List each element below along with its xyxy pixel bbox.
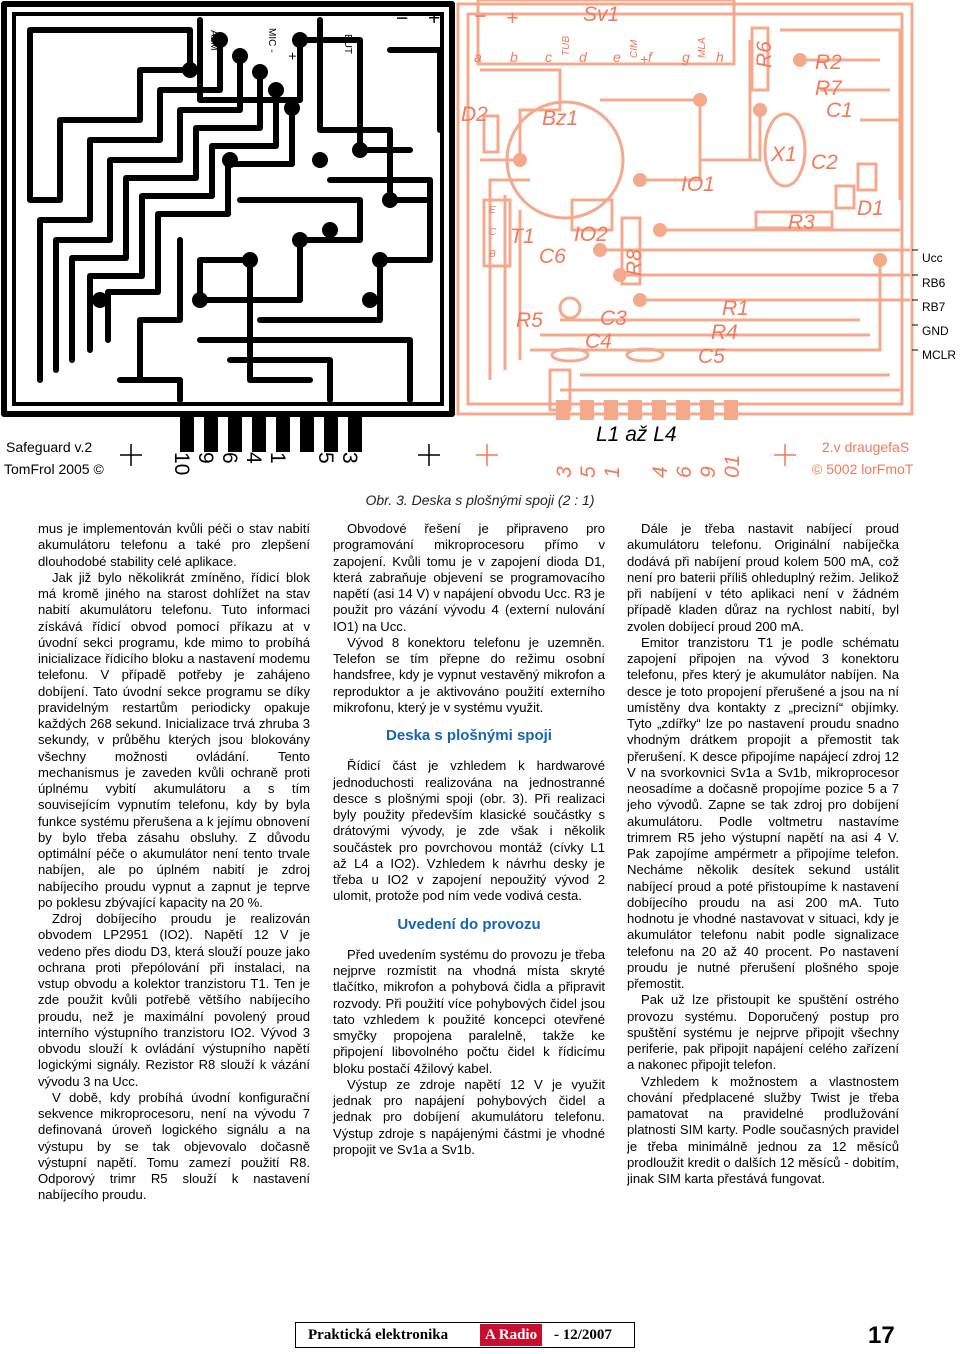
right-credit-line2: © 5002 lorFmoT <box>812 461 914 477</box>
magazine-name: Praktická elektronika <box>308 1327 449 1343</box>
left-pin-4: 4 <box>242 452 265 464</box>
paragraph: Vývod 8 konektoru telefonu je uzemněn. Telefon se tím přepne do režimu osobní handsfree, kdy je vypnut vestavěný mikrofon a reproduktor a je aktivováno použití externího mikrofonu, který je v systému využit. <box>333 634 605 715</box>
figure-caption: Obr. 3. Deska s plošnými spoji (2 : 1) <box>365 492 595 508</box>
connector-rb7: RB7 <box>922 300 946 314</box>
label-d2: D2 <box>461 103 488 126</box>
pcb-figure <box>0 0 960 520</box>
top-small-cim: CIM <box>629 39 640 58</box>
top-letter-d: d <box>579 49 587 65</box>
label-io2: IO2 <box>574 223 608 246</box>
right-pin-3: 3 <box>553 466 576 478</box>
magazine-issue: - 12/2007 <box>554 1327 612 1343</box>
label-c1: C1 <box>826 99 853 122</box>
right-pin-4: 4 <box>649 466 672 478</box>
paragraph: Zdroj dobíjecího proudu je realizován obvodem LP2951 (IO2). Napětí 12 V je vedeno přes diodu D3, která slouží pouze jako ochrana proti přepólování při instalaci, na vstup obvodu a kolektor tranzistoru T1. Ten je zde použit kvůli potřebě většího nabíjecího proudu, než je maximální povolený proud interního výstupního tranzistoru IO2. Vývod 3 obvodu slouží k ovládání výstupního napětí logickými signály. Rezistor R8 slouží k vázání vývodu 3 na Ucc. <box>38 911 310 1089</box>
left-credit-line2: TomFrol 2005 © <box>4 461 104 477</box>
connector-gnd: GND <box>922 324 949 338</box>
top-small-mla: MLA <box>697 37 708 58</box>
label-r6: R6 <box>753 41 776 68</box>
paragraph: Pak už lze přistoupit ke spuštění ostrého provozu systému. Doporučený postup pro spuštění systému je nejprve připojit všechny periferie, pak připojit napájení celého zařízení a nakonec připojit telefon. <box>627 992 899 1073</box>
paragraph: Před uvedením systému do provozu je třeba nejprve rozmístit na vhodná místa skryté tlačítko, mikrofon a pohybová čidla a připravit rozvody. Při použití více pohybových čidel jsou tato vzhledem k použité koncepci otevřené smyčky propojena paralelně, takže ke připojení libovolného počtu čidel k řídicímu bloku postačí 4žilový kabel. <box>333 946 605 1076</box>
magazine-radio-badge: A Radio <box>480 1324 542 1346</box>
label-c4: C4 <box>585 330 612 353</box>
right-minus: − <box>474 5 487 28</box>
label-io1: IO1 <box>681 173 715 196</box>
label-bz1: Bz1 <box>542 107 579 130</box>
label-r5: R5 <box>516 309 543 332</box>
top-small-tub: TUB <box>561 36 572 56</box>
left-pin-6: 6 <box>218 452 241 464</box>
left-alm-label: ALM <box>208 30 219 51</box>
left-pin-5: 5 <box>314 452 337 464</box>
label-c5: C5 <box>698 345 725 368</box>
right-plus: + <box>506 7 519 30</box>
label-r3: R3 <box>788 211 815 234</box>
section-heading-commissioning: Uvedení do provozu <box>397 915 541 933</box>
paragraph: mus je implementován kvůli péči o stav nabití akumulátoru telefonu a také pro zlepšení dlouhodobé stability celé aplikace. <box>38 521 310 569</box>
column-3 <box>627 521 899 1187</box>
top-small-plus: + <box>640 51 649 67</box>
connector-rb6: RB6 <box>922 276 946 290</box>
t1-pin-c: C <box>489 227 497 238</box>
left-board-copper <box>4 4 452 466</box>
left-pin-9: 9 <box>194 452 217 464</box>
top-letter-a: a <box>474 49 482 65</box>
left-pin-3: 3 <box>338 452 361 464</box>
left-credit-line1: Safeguard v.2 <box>6 439 93 455</box>
connector-ucc: Ucc <box>922 251 943 265</box>
left-minus: − <box>396 7 409 30</box>
left-pin-10: 10 <box>170 452 193 476</box>
right-credit-line1: 2.v draugefaS <box>822 439 910 455</box>
right-pin-5: 5 <box>577 466 600 478</box>
label-x1: X1 <box>771 143 797 166</box>
label-d1: D1 <box>857 197 884 220</box>
label-r4: R4 <box>711 321 738 344</box>
label-c6: C6 <box>539 245 566 268</box>
magazine-footer <box>295 1322 635 1348</box>
left-pin-1: 1 <box>266 452 289 464</box>
label-sv1: Sv1 <box>583 3 620 26</box>
label-t1: T1 <box>510 225 535 248</box>
top-letter-g: g <box>682 49 690 65</box>
top-letter-h: h <box>716 49 724 65</box>
right-pin-9: 9 <box>697 466 720 478</box>
top-letter-f: f <box>648 49 652 65</box>
paragraph: Řídicí část je vzhledem k hardwarové jednoduchosti realizována na jednostranné desce s plošnými spoji (obr. 3). Při realizaci byly použity především klasické součástky s drátovými vývody, je zde však i několik součástek pro povrchovou montáž (cívky L1 až L4 a IO2). Vzhledem k návrhu desky je třeba u IO2 v zapojení nepoužitý vývod 2 ulomit, protože pod ním vede vodivá cesta. <box>333 758 605 904</box>
label-r7: R7 <box>815 77 842 100</box>
left-plus: + <box>428 7 441 30</box>
label-c2: C2 <box>811 151 838 174</box>
paragraph: Dále je třeba nastavit nabíjecí proud akumulátoru telefonu. Originální nabíječka dodává při nabíjení proud kolem 500 mA, což není pro baterii příliš ohleduplný režim. Jelikož při nabíjení v této aplikaci není v žádném případě kladen důraz na rychlost nabití, byl zvolen dobíjecí proud 200 mA. <box>627 521 899 634</box>
t1-pin-e: E <box>489 205 496 216</box>
paragraph: V době, kdy probíhá úvodní konfigurační sekvence mikroprocesoru, není na vývodu 7 definovaná úroveň logického signálu a na výstupu by se tak objevovalo dočasně výstupní napětí. Tomu zamezí použití R8. Odporový trimr R5 slouží k nastavení nabíjecího proudu. <box>38 1089 310 1203</box>
page-number: 17 <box>868 1322 895 1349</box>
paragraph: Výstup ze zdroje napětí 12 V je využit jednak pro napájení pohybových čidel a jednak pro dobíjení akumulátoru telefonu. Výstup zdroje s napájenými částmi je vhodné propojit ve Sv1a a Sv1b. <box>333 1076 605 1157</box>
label-r8: R8 <box>623 249 646 276</box>
top-letter-c: c <box>545 49 552 65</box>
left-plus-label: + <box>285 52 301 61</box>
right-pin-01: 01 <box>721 454 744 478</box>
label-c3: C3 <box>600 307 627 330</box>
paragraph: Obvodové řešení je připraveno pro programování mikroprocesoru přímo v zapojení. Kvůli tomu je v zapojení dioda D1, která zabraňuje objevení se programovacího napětí (asi 14 V) v napájení obvodu Ucc. R3 je použit pro vázání vývodu 4 (externí nulování IO1) na Ucc. <box>333 521 605 634</box>
label-r2: R2 <box>815 51 842 74</box>
section-heading-pcb: Deska s plošnými spoji <box>386 727 552 744</box>
left-but-label: BUT <box>342 34 353 54</box>
left-mic-label: MIC - <box>266 28 277 53</box>
column-1 <box>38 521 310 1204</box>
top-letter-e: e <box>613 49 621 65</box>
column-2 <box>333 521 605 1158</box>
connector-mclr: MCLR <box>922 348 957 362</box>
paragraph: Emitor tranzistoru T1 je podle schématu zapojení připojen na vývod 3 konektoru telefonu, přes který je akumulátor nabíjen. Na desce je toto propojení přerušené a jsou na ní umístěny dva kontakty z „precizní“ objímky. Tyto „zdířky“ lze po nastavení proudu snadno vhodným drátkem propojit a přemostit tak přerušení. K desce připojíme napájecí zdroj 12 V na svorkovnici Sv1a a Sv1b, mikroprocesor neosadíme a dočasně propojíme pozice 5 a 7 jeho vývodů. Zapne se tak zdroj pro dobíjení akumulátoru. Podle voltmetru nastavíme trimrem R5 jeho výstupní napětí na asi 4 V. Pak zapojíme ampérmetr a připojíme telefon. Necháme několik desítek sekund ustálit nabíjecí proud a poté přistoupíme k nastavení dobíjecího proudu na asi 200 mA. Tuto hodnotu je vhodné nastavovat v situaci, kdy je akumulátor telefonu nabit podle signalizace telefonu na 20 až 40 procent. Po nastavení proudu je nutné přerušení plošného spoje přemostit. <box>627 634 899 991</box>
label-l1-l4: L1 až L4 <box>596 423 677 446</box>
paragraph: Jak již bylo několikrát zmíněno, řídicí blok má kromě jiného na starost dohlížet na stav nabití akumulátoru telefonu. Tuto informaci získává řídicí obvod pomocí příkazu at v úvodní sekci programu, kde mimo to probíhá inicializace řídicího bloku a nastavení modemu telefonu. V případě potřeby je zahájeno dobíjení. Tato úvodní sekce programu se díky pravidelným restartům periodicky opakuje každých 268 sekund. Inicializace trvá zhruba 3 sekundy, v průběhu kterých jsou blokovány všechny možnosti ovládání. Tento mechanismus je zaveden kvůli ochraně proti úplnému vybití akumulátoru a s tím souvisejícím vypnutím telefonu, kdy by byla funkce systému přerušena a k jejímu obnovení by bylo třeba zásahu obsluhy. Z důvodu optimální péče o akumulátor není tento trvale nabíjen, ale po úplném nabití je zdroj nabíjecího proudu vypnut a zapnut je teprve po poklesu zbývající kapacity na 20 %. <box>38 569 310 910</box>
t1-pin-b: B <box>489 249 496 260</box>
label-r1: R1 <box>722 297 749 320</box>
right-pin-1: 1 <box>601 466 624 478</box>
paragraph: Vzhledem k možnostem a vlastnostem chování předplacené služby Twist je třeba pamatovat na pravidelné prodlužování platnosti SIM karty. Podle současných pravidel je třeba minimálně jednou za 12 měsíců prodloužit kredit o dalších 12 měsíců - dobitím, jinak SIM karta přestává fungovat. <box>627 1073 899 1186</box>
right-pin-6: 6 <box>673 466 696 478</box>
top-letter-b: b <box>510 49 518 65</box>
